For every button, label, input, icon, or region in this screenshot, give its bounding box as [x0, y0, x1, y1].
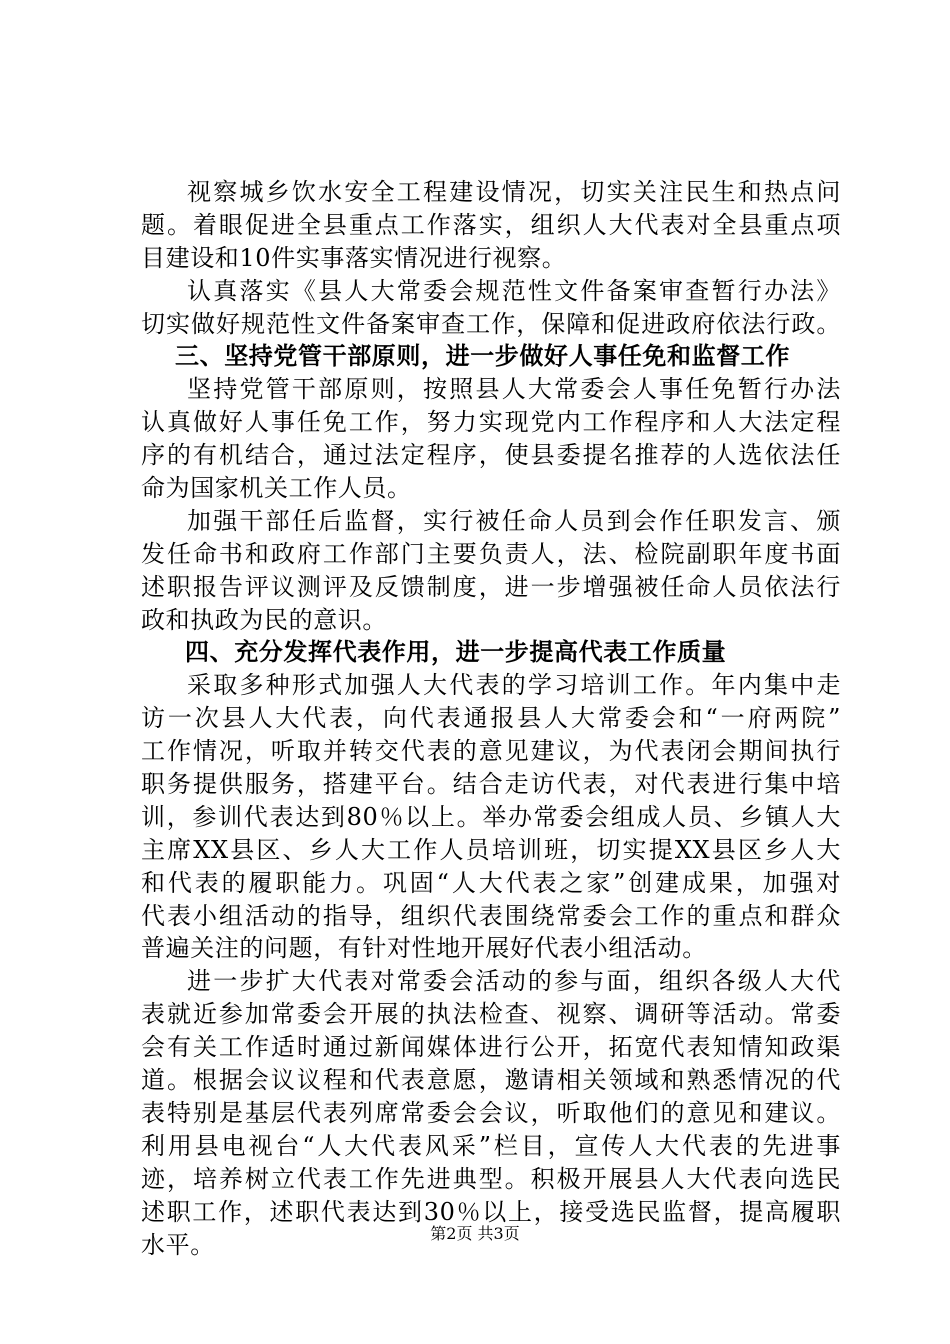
paragraph-line: 普遍关注的问题，有针对性地开展好代表小组活动。: [141, 934, 707, 963]
paragraph-line: 视察城乡饮水安全工程建设情况，切实关注民生和热点问: [187, 178, 841, 206]
paragraph-line: 题。着眼促进全县重点工作落实，组织人大代表对全县重点项: [141, 210, 841, 239]
page-footer: 第2页 共3页: [430, 1224, 520, 1243]
paragraph-line: 表就近参加常委会开展的执法检查、视察、调研等活动。常委: [141, 1000, 841, 1029]
paragraph-line: 迹，培养树立代表工作先进典型。积极开展县人大代表向选民: [141, 1164, 841, 1193]
paragraph-line: 认真落实《县人大常委会规范性文件备案审查暂行办法》: [187, 276, 841, 305]
document-body: [141, 176, 841, 1261]
paragraph-line: 认真做好人事任免工作，努力实现党内工作程序和人大法定程: [141, 408, 841, 437]
section-heading: 四、充分发挥代表作用，进一步提高代表工作质量: [185, 637, 727, 667]
paragraph-line: 采取多种形式加强人大代表的学习培训工作。年内集中走: [187, 671, 841, 700]
paragraph-line: 序的有机结合，通过法定程序，使县委提名推荐的人选依法任: [141, 441, 841, 470]
paragraph-line: 职务提供服务，搭建平台。结合走访代表，对代表进行集中培: [141, 770, 841, 799]
paragraph-line: 表特别是基层代表列席常委会会议，听取他们的意见和建议。: [141, 1098, 841, 1127]
paragraph-line: 加强干部任后监督，实行被任命人员到会作任职发言、颁: [187, 506, 841, 535]
paragraph-line: 发任命书和政府工作部门主要负责人，法、检院副职年度书面: [141, 539, 841, 568]
paragraph-line: 和代表的履职能力。巩固“人大代表之家”创建成果，加强对: [141, 868, 841, 897]
paragraph-line: 目建设和10件实事落实情况进行视察。: [141, 243, 567, 272]
paragraph-line: 述职工作，述职代表达到30％以上，接受选民监督，提高履职: [141, 1197, 841, 1226]
paragraph-line: 进一步扩大代表对常委会活动的参与面，组织各级人大代: [187, 967, 841, 996]
paragraph-line: 利用县电视台“人大代表风采”栏目，宣传人大代表的先进事: [141, 1131, 841, 1160]
paragraph-line: 水平。: [141, 1230, 215, 1259]
paragraph-line: 训，参训代表达到80％以上。举办常委会组成人员、乡镇人大: [141, 802, 841, 831]
paragraph-line: 坚持党管干部原则，按照县人大常委会人事任免暂行办法: [187, 375, 841, 404]
paragraph-line: 命为国家机关工作人员。: [141, 474, 412, 503]
section-heading: 三、坚持党管干部原则，进一步做好人事任免和监督工作: [175, 341, 790, 371]
paragraph-line: 述职报告评议测评及反馈制度，进一步增强被任命人员依法行: [141, 572, 841, 601]
paragraph-line: 道。根据会议议程和代表意愿，邀请相关领域和熟悉情况的代: [141, 1066, 841, 1095]
paragraph-line: 访一次县人大代表，向代表通报县人大常委会和“一府两院”: [141, 704, 841, 733]
paragraph-line: 会有关工作适时通过新闻媒体进行公开，拓宽代表知情知政渠: [141, 1033, 841, 1062]
paragraph-line: 切实做好规范性文件备案审查工作，保障和促进政府依法行政。: [141, 309, 841, 338]
paragraph-line: 代表小组活动的指导，组织代表围绕常委会工作的重点和群众: [141, 901, 841, 930]
paragraph-line: 政和执政为民的意识。: [141, 605, 387, 634]
paragraph-line: 工作情况，听取并转交代表的意见建议，为代表闭会期间执行: [141, 737, 841, 766]
paragraph-line: 主席XX县区、乡人大工作人员培训班，切实提XX县区乡人大: [141, 835, 841, 864]
